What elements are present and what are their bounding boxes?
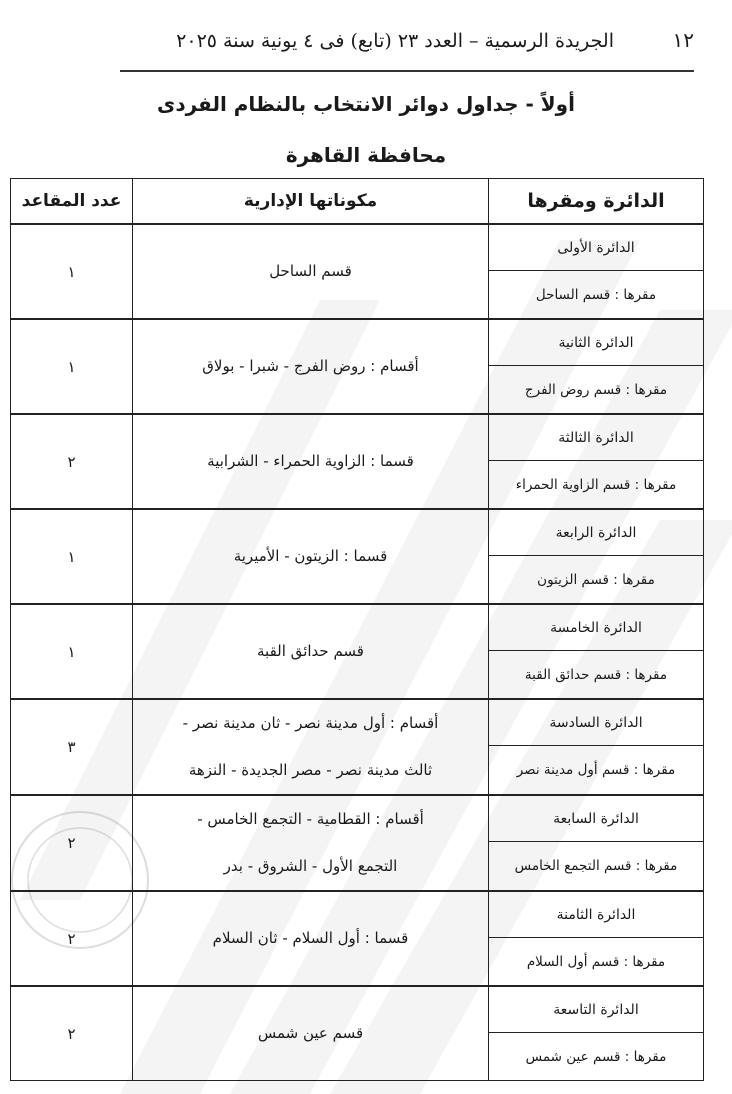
table-row xyxy=(11,604,704,651)
page-number: ١٢ xyxy=(672,28,694,52)
district-name: الدائرة الثانية xyxy=(489,319,704,366)
district-name: الدائرة الخامسة xyxy=(489,604,704,651)
components-line: قسم عين شمس xyxy=(257,1024,364,1042)
components-line: قسما : أول السلام - ثان السلام xyxy=(212,929,409,947)
district-seat: مقرها : قسم أول السلام xyxy=(489,938,704,987)
seat-count: ٣ xyxy=(11,699,133,795)
district-components xyxy=(133,795,489,891)
table-row xyxy=(11,224,704,271)
table-row xyxy=(11,319,704,366)
seat-count: ٢ xyxy=(11,891,133,986)
district-seat: مقرها : قسم روض الفرج xyxy=(489,366,704,415)
components-line: قسما : الزيتون - الأميرية xyxy=(233,547,388,565)
district-name: الدائرة الثامنة xyxy=(489,891,704,938)
column-header-components: مكوناتها الإدارية xyxy=(133,179,489,225)
district-name: الدائرة الأولى xyxy=(489,224,704,271)
components-line: أقسام : روض الفرج - شبرا - بولاق xyxy=(202,357,419,375)
district-components xyxy=(133,414,489,509)
components-line: أقسام : القطامية - التجمع الخامس - xyxy=(197,810,424,828)
seat-count: ١ xyxy=(11,509,133,604)
seat-count: ٢ xyxy=(11,795,133,891)
components-line: قسما : الزاوية الحمراء - الشرابية xyxy=(207,452,414,470)
district-name: الدائرة التاسعة xyxy=(489,986,704,1033)
district-seat: مقرها : قسم الزاوية الحمراء xyxy=(489,461,704,510)
page-header xyxy=(120,28,694,58)
district-name: الدائرة السابعة xyxy=(489,795,704,842)
district-seat: مقرها : قسم حدائق القبة xyxy=(489,651,704,700)
main-heading: أولاً - جداول دوائر الانتخاب بالنظام الفردى xyxy=(157,92,575,116)
district-name: الدائرة الثالثة xyxy=(489,414,704,461)
table-row xyxy=(11,699,704,746)
district-components xyxy=(133,891,489,986)
district-components xyxy=(133,224,489,319)
column-header-district: الدائرة ومقرها xyxy=(489,179,704,225)
table-row xyxy=(11,986,704,1033)
components-line: قسم حدائق القبة xyxy=(257,642,364,660)
table-header-row xyxy=(11,179,704,225)
table-row xyxy=(11,414,704,461)
governorate-heading: محافظة القاهرة xyxy=(285,143,447,167)
column-header-seats: عدد المقاعد xyxy=(11,179,133,225)
district-seat: مقرها : قسم التجمع الخامس xyxy=(489,842,704,891)
table-row xyxy=(11,795,704,842)
district-seat: مقرها : قسم عين شمس xyxy=(489,1033,704,1081)
components-line: ثالث مدينة نصر - مصر الجديدة - النزهة xyxy=(188,761,433,779)
seat-count: ١ xyxy=(11,319,133,414)
district-seat: مقرها : قسم الزيتون xyxy=(489,556,704,605)
district-components xyxy=(133,604,489,699)
table-row xyxy=(11,509,704,556)
gazette-title: الجريدة الرسمية – العدد ٢٣ (تابع) فى ٤ يونية سنة ٢٠٢٥ xyxy=(176,30,614,52)
district-seat: مقرها : قسم أول مدينة نصر xyxy=(489,746,704,795)
district-components xyxy=(133,699,489,795)
components-line: التجمع الأول - الشروق - بدر xyxy=(223,857,398,875)
header-divider xyxy=(120,70,694,72)
district-components xyxy=(133,986,489,1081)
seat-count: ٢ xyxy=(11,986,133,1081)
district-components xyxy=(133,509,489,604)
seat-count: ١ xyxy=(11,224,133,319)
components-line: أقسام : أول مدينة نصر - ثان مدينة نصر - xyxy=(182,714,439,732)
district-name: الدائرة السادسة xyxy=(489,699,704,746)
district-components xyxy=(133,319,489,414)
seat-count: ٢ xyxy=(11,414,133,509)
districts-table xyxy=(10,178,704,1081)
seat-count: ١ xyxy=(11,604,133,699)
components-line: قسم الساحل xyxy=(269,262,352,280)
district-name: الدائرة الرابعة xyxy=(489,509,704,556)
district-seat: مقرها : قسم الساحل xyxy=(489,271,704,320)
table-row xyxy=(11,891,704,938)
